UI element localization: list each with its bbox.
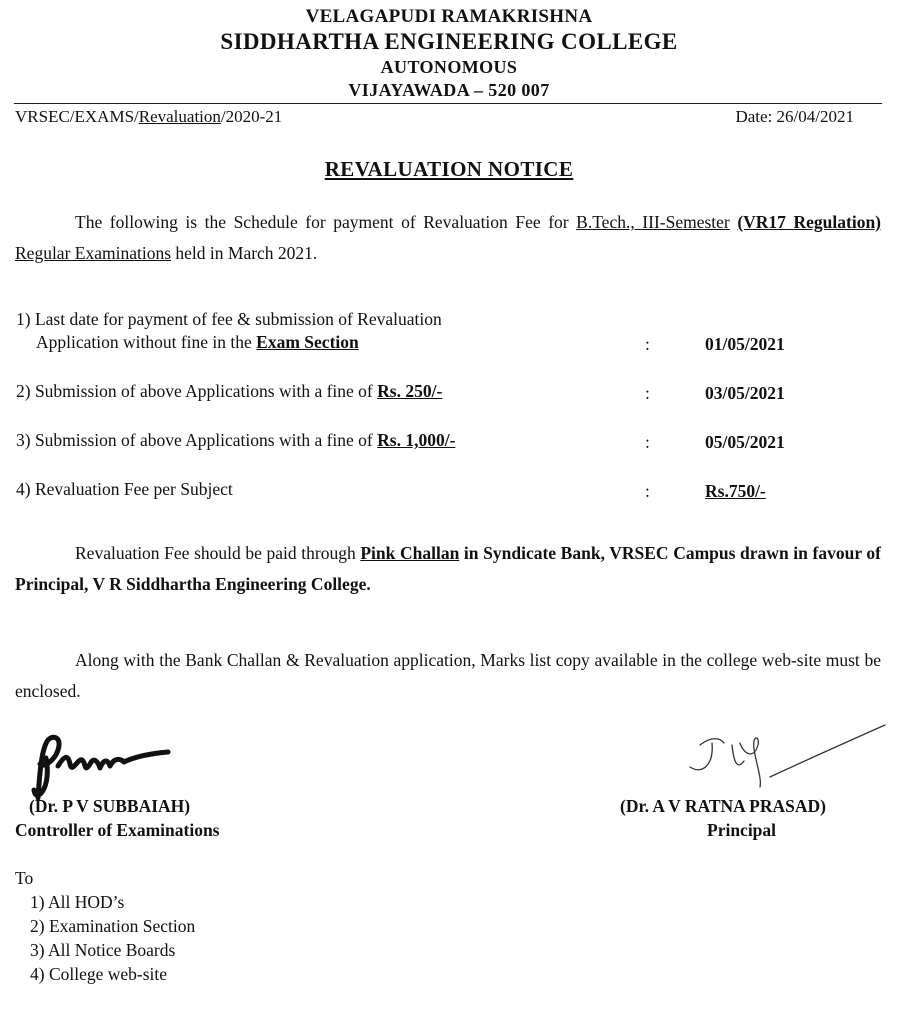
notice-title: REVALUATION NOTICE — [324, 157, 574, 181]
reference-suffix: /2020-21 — [220, 107, 283, 126]
schedule-item-1-line2 — [36, 332, 359, 353]
schedule-item-2-fine: Rs. 250/- — [377, 381, 443, 401]
schedule-item-1-colon: : — [645, 334, 650, 354]
along-paragraph — [15, 645, 881, 707]
college-name-line1: VELAGAPUDI RAMAKRISHNA — [305, 6, 593, 27]
payment-challan: Pink Challan — [360, 543, 460, 563]
college-city: VIJAYAWADA – 520 007 — [348, 80, 550, 100]
controller-title: Controller of Examinations — [15, 820, 220, 840]
principal-signature — [680, 715, 890, 805]
schedule-item-2 — [16, 381, 442, 402]
schedule-item-4-colon: : — [645, 481, 650, 501]
autonomous-label: AUTONOMOUS — [380, 57, 518, 77]
recipient-item: 1) All HOD’s — [30, 892, 125, 912]
schedule-item-1-value: 01/05/2021 — [705, 334, 785, 354]
schedule-item-1-line1: 1) Last date for payment of fee & submission of Revaluation — [16, 309, 442, 329]
intro-paragraph — [15, 207, 881, 269]
intro-exam-type: Regular Examinations — [15, 243, 172, 263]
schedule-item-4: 4) Revaluation Fee per Subject — [16, 479, 233, 499]
principal-name: (Dr. A V RATNA PRASAD) — [620, 796, 826, 816]
schedule-item-1-bold: Exam Section — [256, 332, 359, 352]
schedule-item-2-colon: : — [645, 383, 650, 403]
schedule-item-3-colon: : — [645, 432, 650, 452]
payment-bank: in Syndicate Bank, VRSEC Campus drawn in favour of Principal, V R Siddhartha Engineering College. — [15, 543, 881, 594]
intro-held: held in March 2021. — [171, 243, 318, 263]
recipient-item: 4) College web-site — [30, 964, 168, 984]
to-label: To — [15, 868, 34, 888]
schedule-item-3-fine: Rs. 1,000/- — [377, 430, 456, 450]
payment-text: Revaluation Fee should be paid through — [75, 543, 361, 563]
along-text: Along with the Bank Challan & Revaluation application, Marks list copy available in the college web-site must be enclosed. — [15, 650, 881, 701]
controller-name: (Dr. P V SUBBAIAH) — [29, 796, 191, 816]
schedule-item-4-value: Rs.750/- — [705, 481, 766, 501]
intro-course: B.Tech., III-Semester — [576, 212, 730, 232]
intro-regulation: (VR17 Regulation) — [737, 212, 881, 232]
reference-prefix: VRSEC/EXAMS/ — [15, 107, 139, 126]
principal-title: Principal — [707, 820, 777, 840]
college-name-line2: SIDDHARTHA ENGINEERING COLLEGE — [220, 29, 678, 54]
schedule-item-3-text: 3) Submission of above Applications with a fine of — [16, 430, 378, 450]
schedule-item-1-text: Application without fine in the — [36, 332, 257, 352]
recipient-item: 3) All Notice Boards — [30, 940, 176, 960]
schedule-item-2-value: 03/05/2021 — [705, 383, 785, 403]
recipient-item: 2) Examination Section — [30, 916, 196, 936]
schedule-item-3 — [16, 430, 455, 451]
schedule-item-3-value: 05/05/2021 — [705, 432, 785, 452]
reference-number — [15, 107, 282, 127]
payment-paragraph — [15, 538, 881, 600]
notice-date: Date: 26/04/2021 — [735, 107, 854, 126]
header-divider — [14, 103, 882, 104]
intro-text: The following is the Schedule for payment of Revaluation Fee for — [75, 212, 577, 232]
schedule-item-2-text: 2) Submission of above Applications with a fine of — [16, 381, 378, 401]
reference-underlined: Revaluation — [138, 107, 221, 126]
